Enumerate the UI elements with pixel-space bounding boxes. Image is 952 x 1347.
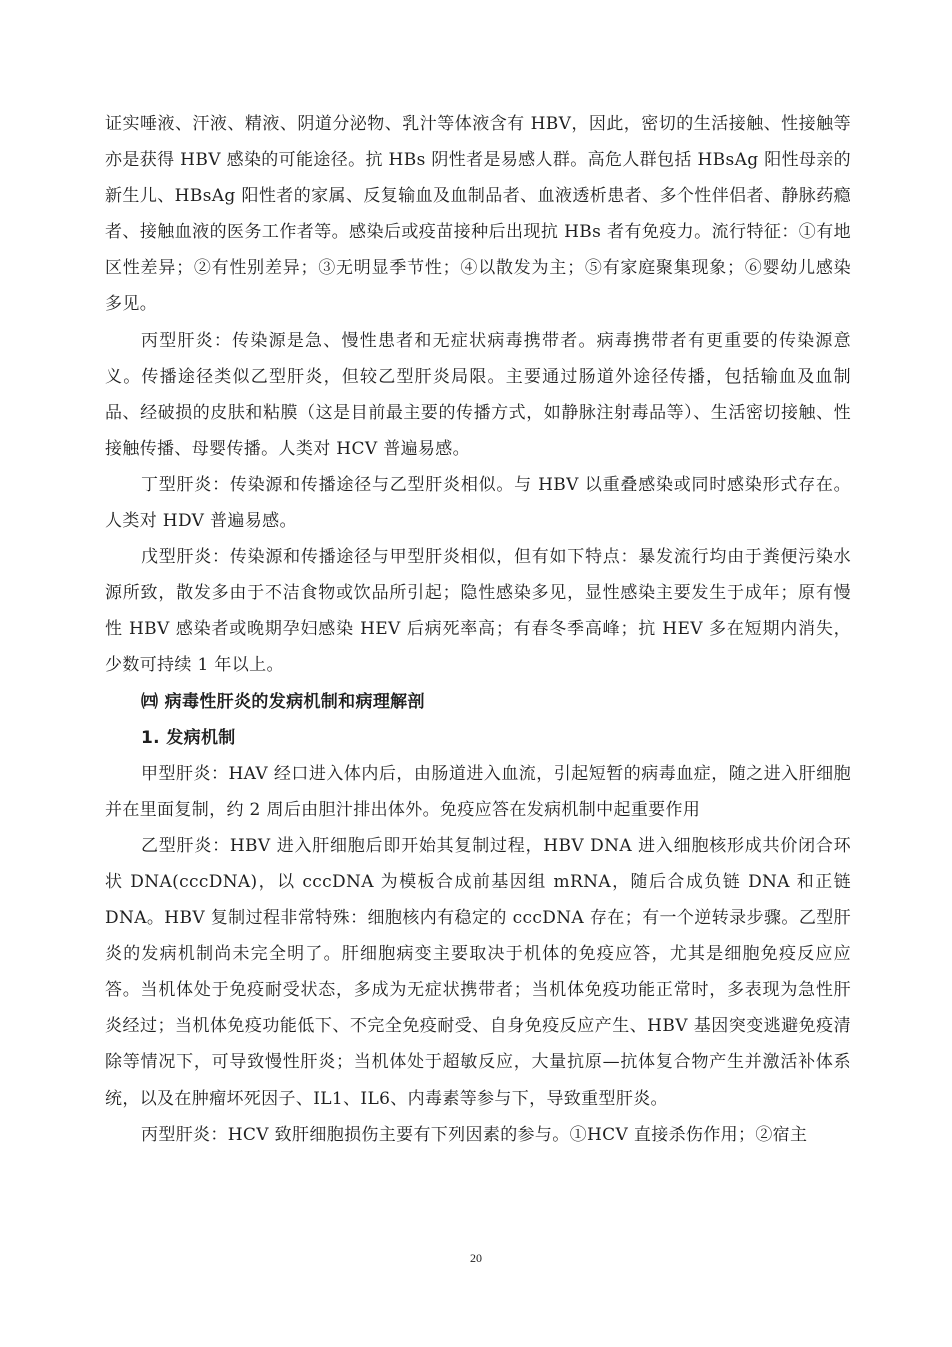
subsection-heading-mechanism: 1. 发病机制 — [141, 727, 236, 748]
page-number: 20 — [470, 1251, 482, 1265]
paragraph-hepatitis-b-mechanism: 乙型肝炎：HBV 进入肝细胞后即开始其复制过程，HBV DNA 进入细胞核形成共价闭合环状 DNA(cccDNA)，以 cccDNA 为模板合成前基因组 mRNA，随后合成负链 DNA 和正链 DNA。HBV 复制过程非常特殊：细胞核内有稳定的 cccDNA 存在；有一个逆转录步骤。乙型肝炎的发病机制尚未完全明了。肝细胞病变主要取决于机体的免疫应答，尤其是细胞免疫反应应答。当机体处于免疫耐受状态，多成为无症状携带者；当机体免疫功能正常时，多表现为急性肝炎经过；当机体免疫功能低下、不完全免疫耐受、自身免疫反应产生、HBV 基因突变逃避免疫清除等情况下，可导致慢性肝炎；当机体处于超敏反应，大量抗原—抗体复合物产生并激活补体系统，以及在肿瘤坏死因子、IL1、IL6、内毒素等参与下，导致重型肝炎。 — [105, 835, 851, 1109]
page-body — [105, 106, 851, 1153]
paragraph-hepatitis-c-mechanism: 丙型肝炎：HCV 致肝细胞损伤主要有下列因素的参与。①HCV 直接杀伤作用；②宿主 — [141, 1124, 808, 1145]
paragraph-hepatitis-a-mechanism: 甲型肝炎：HAV 经口进入体内后，由肠道进入血流，引起短暂的病毒血症，随之进入肝细胞并在里面复制，约 2 周后由胆汁排出体外。免疫应答在发病机制中起重要作用 — [105, 763, 851, 820]
paragraph-hepatitis-e-epidemiology: 戊型肝炎：传染源和传播途径与甲型肝炎相似，但有如下特点：暴发流行均由于粪便污染水源所致，散发多由于不洁食物或饮品所引起；隐性感染多见，显性感染主要发生于成年；原有慢性 HBV 感染者或晚期孕妇感染 HEV 后病死率高；有春冬季高峰；抗 HEV 多在短期内消失，少数可持续 1 年以上。 — [105, 547, 851, 676]
paragraph-hepatitis-c-epidemiology: 丙型肝炎：传染源是急、慢性患者和无症状病毒携带者。病毒携带者有更重要的传染源意义。传播途径类似乙型肝炎，但较乙型肝炎局限。主要通过肠道外途径传播，包括输血及血制品、经破损的皮肤和粘膜（这是目前最主要的传播方式，如静脉注射毒品等）、生活密切接触、性接触传播、母婴传播。人类对 HCV 普遍易感。 — [105, 330, 851, 459]
paragraph-hbv-transmission: 证实唾液、汗液、精液、阴道分泌物、乳汁等体液含有 HBV，因此，密切的生活接触、性接触等亦是获得 HBV 感染的可能途径。抗 HBs 阴性者是易感人群。高危人群包括 HBsAg 阳性母亲的新生儿、HBsAg 阳性者的家属、反复输血及血制品者、血液透析患者、多个性伴侣者、静脉药瘾者、接触血液的医务工作者等。感染后或疫苗接种后出现抗 HBs 者有免疫力。流行特征：①有地区性差异；②有性别差异；③无明显季节性；④以散发为主；⑤有家庭聚集现象；⑥婴幼儿感染多见。 — [105, 114, 851, 315]
section-heading-pathogenesis: ㈣ 病毒性肝炎的发病机制和病理解剖 — [141, 691, 425, 712]
paragraph-hepatitis-d-epidemiology: 丁型肝炎：传染源和传播途径与乙型肝炎相似。与 HBV 以重叠感染或同时感染形式存在。人类对 HDV 普遍易感。 — [105, 474, 851, 532]
